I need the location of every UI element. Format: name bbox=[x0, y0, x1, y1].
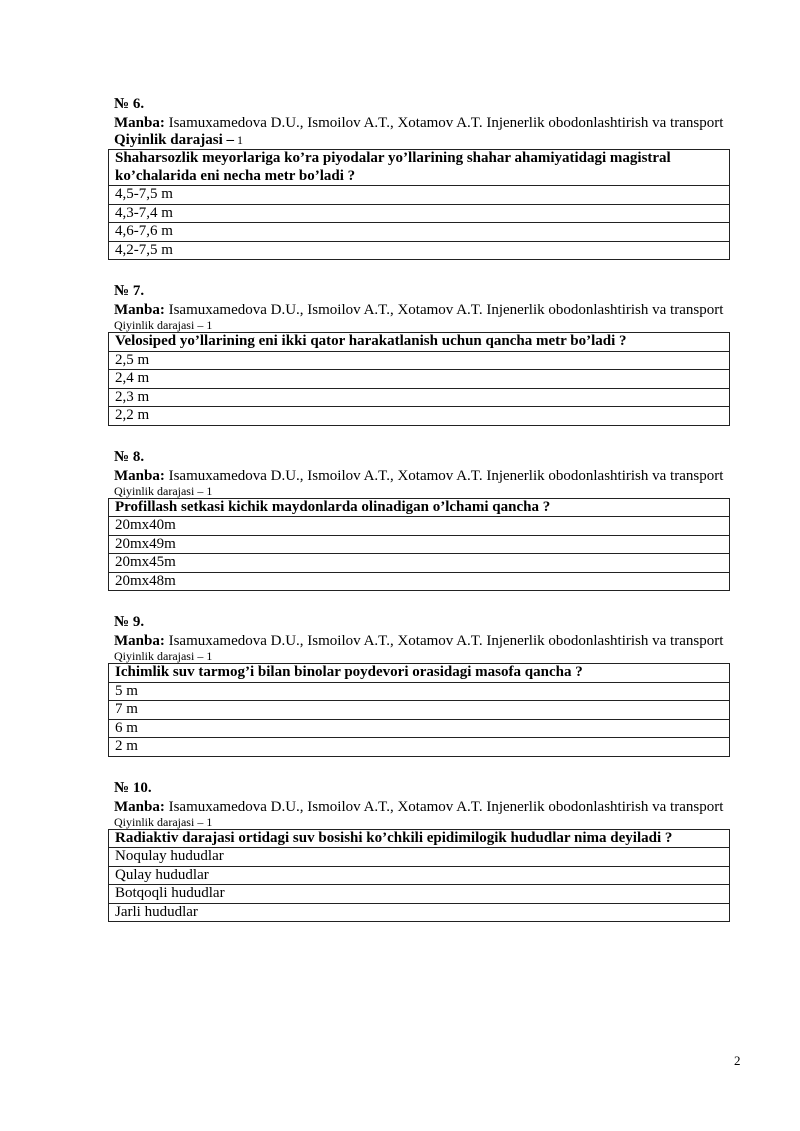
answer-option: 2,2 m bbox=[109, 407, 730, 426]
source-line bbox=[114, 467, 736, 485]
question-block-9 bbox=[114, 613, 736, 757]
answer-option: 20mx40m bbox=[109, 517, 730, 536]
question-block-7 bbox=[114, 282, 736, 426]
answer-option: 5 m bbox=[109, 682, 730, 701]
question-table bbox=[108, 663, 730, 757]
answer-option: Noqulay hududlar bbox=[109, 848, 730, 867]
answer-option: 6 m bbox=[109, 719, 730, 738]
answer-option: 20mx49m bbox=[109, 535, 730, 554]
source-label: Manba: bbox=[114, 467, 165, 484]
source-text: Isamuxamedova D.U., Ismoilov A.T., Xotamov A.T. Injenerlik obodonlashtirish va transport bbox=[164, 633, 724, 649]
answer-option: 4,2-7,5 m bbox=[109, 241, 730, 260]
question-number: № 10. bbox=[114, 779, 152, 796]
difficulty-line: Qiyinlik darajasi – 1 bbox=[114, 318, 213, 332]
question-block-8 bbox=[114, 448, 736, 592]
source-text: Isamuxamedova D.U., Ismoilov A.T., Xotamov A.T. Injenerlik obodonlashtirish va transport bbox=[164, 798, 724, 815]
difficulty-line bbox=[114, 132, 736, 149]
answer-option: 2,5 m bbox=[109, 351, 730, 370]
difficulty-line: Qiyinlik darajasi – 1 bbox=[114, 483, 213, 498]
difficulty-value: 1 bbox=[234, 133, 244, 147]
source-text: Isamuxamedova D.U., Ismoilov A.T., Xotamov A.T. Injenerlik obodonlashtirish va transport bbox=[164, 115, 724, 131]
answer-option: 4,3-7,4 m bbox=[109, 204, 730, 223]
answer-option: 4,5-7,5 m bbox=[109, 186, 730, 205]
source-line bbox=[114, 301, 736, 319]
source-label: Manba: bbox=[114, 633, 165, 649]
page-number: 2 bbox=[734, 1053, 741, 1068]
question-text: Velosiped yo’llarining eni ikki qator harakatlanish uchun qancha metr bo’ladi ? bbox=[109, 333, 730, 352]
question-table bbox=[108, 332, 730, 426]
source-label: Manba: bbox=[114, 798, 165, 815]
question-table bbox=[108, 149, 730, 260]
answer-option: 2,4 m bbox=[109, 370, 730, 389]
document-page bbox=[114, 95, 736, 944]
source-line bbox=[114, 114, 736, 132]
answer-option: Qulay hududlar bbox=[109, 866, 730, 885]
source-line bbox=[114, 632, 736, 650]
question-block-10 bbox=[114, 779, 736, 923]
question-text: Ichimlik suv tarmog’i bilan binolar poydevori orasidagi masofa qancha ? bbox=[109, 664, 730, 683]
answer-option: 20mx48m bbox=[109, 572, 730, 591]
question-block-6 bbox=[114, 95, 736, 260]
question-number: № 7. bbox=[114, 283, 145, 299]
source-line bbox=[114, 798, 736, 816]
source-text: Isamuxamedova D.U., Ismoilov A.T., Xotamov A.T. Injenerlik obodonlashtirish va transport bbox=[164, 467, 724, 484]
question-number: № 8. bbox=[114, 448, 145, 465]
difficulty-line: Qiyinlik darajasi – 1 bbox=[114, 649, 213, 663]
difficulty-label: Qiyinlik darajasi – bbox=[114, 132, 235, 148]
source-text: Isamuxamedova D.U., Ismoilov A.T., Xotamov A.T. Injenerlik obodonlashtirish va transport bbox=[164, 302, 724, 318]
answer-option: 2 m bbox=[109, 738, 730, 757]
question-table bbox=[108, 498, 730, 592]
answer-option: Botqoqli hududlar bbox=[109, 885, 730, 904]
question-table bbox=[108, 829, 730, 923]
question-text: Radiaktiv darajasi ortidagi suv bosishi ko’chkili epidimilogik hududlar nima deyiladi ? bbox=[109, 829, 730, 848]
answer-option: 2,3 m bbox=[109, 388, 730, 407]
question-text: Shaharsozlik meyorlariga ko’ra piyodalar yo’llarining shahar ahamiyatidagi magistral ko’chalarida eni necha metr bo’ladi ? bbox=[109, 150, 730, 186]
source-label: Manba: bbox=[114, 115, 165, 131]
question-text: Profillash setkasi kichik maydonlarda olinadigan o’lchami qancha ? bbox=[109, 498, 730, 517]
source-label: Manba: bbox=[114, 302, 165, 318]
answer-option: 4,6-7,6 m bbox=[109, 223, 730, 242]
answer-option: 20mx45m bbox=[109, 554, 730, 573]
answer-option: Jarli hududlar bbox=[109, 903, 730, 922]
question-number: № 9. bbox=[114, 614, 145, 630]
question-number: № 6. bbox=[114, 96, 145, 112]
answer-option: 7 m bbox=[109, 701, 730, 720]
difficulty-line: Qiyinlik darajasi – 1 bbox=[114, 814, 213, 829]
